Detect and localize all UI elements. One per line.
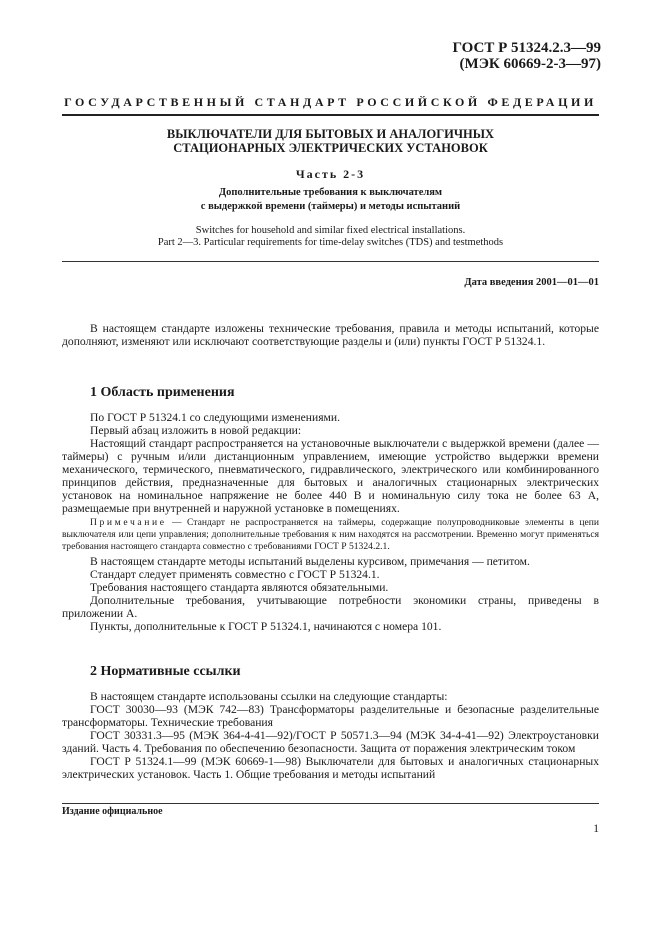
introduction-date: Дата введения 2001—01—01 — [464, 277, 599, 288]
section-1-paragraph: По ГОСТ Р 51324.1 со следующими изменениями. — [90, 411, 340, 424]
intro-paragraph: В настоящем стандарте изложены технические требования, правила и методы испытаний, которые дополняют, изменяют или исключают соответствующие разделы и (или) пункты ГОСТ Р 51324.1. — [62, 322, 599, 348]
section-2-paragraph: В настоящем стандарте использованы ссылки на следующие стандарты: — [90, 690, 448, 703]
section-2-reference: ГОСТ 30030—93 (МЭК 742—83) Трансформаторы разделительные и безопасные разделительные трансформаторы. Технические требования — [62, 703, 599, 729]
section-2-reference: ГОСТ 30331.3—95 (МЭК 364-4-41—92)/ГОСТ Р 50571.3—94 (МЭК 34-4-41—92) Электроустановки зданий. Часть 4. Требования по обеспечению безопасности. Защита от поражения электрическим током — [62, 729, 599, 755]
intro-paragraph-block — [62, 322, 599, 348]
section-2-body — [62, 690, 599, 781]
section-1-paragraph: Пункты, дополнительные к ГОСТ Р 51324.1, начинаются с номера 101. — [90, 620, 442, 633]
section-1-body — [62, 411, 599, 633]
note-label: Примечание — [90, 517, 167, 528]
gost-code: ГОСТ Р 51324.2.3—99 — [452, 40, 601, 56]
iec-code: (МЭК 60669-2-3—97) — [459, 56, 601, 72]
english-title — [62, 225, 599, 249]
english-title-line-2: Part 2—3. Particular requirements for time-delay switches (TDS) and testmethods — [157, 237, 504, 248]
footer-rule — [62, 803, 599, 804]
section-2-heading: 2 Нормативные ссылки — [90, 664, 241, 679]
header-rule — [62, 114, 599, 116]
gost-code-block — [452, 40, 601, 72]
section-1-paragraph: Стандарт следует применять совместно с ГОСТ Р 51324.1. — [90, 568, 380, 581]
document-title — [62, 127, 599, 155]
subtitle-line-2: с выдержкой времени (таймеры) и методы испытаний — [200, 201, 461, 212]
page-number: 1 — [593, 823, 599, 835]
section-1-paragraph: Дополнительные требования, учитывающие потребности экономики страны, приведены в приложении А. — [62, 594, 599, 620]
section-1-paragraph: Настоящий стандарт распространяется на установочные выключатели с выдержкой времени (далее — таймеры) с ручным и/или дистанционным управлением, имеющие устройство выдержки времени механического, термического, пневматического, гидравлического, электрического или комбинированного принципов действия, предназначенные для бытовых и аналогичных стационарных электрических установок на номинальное напряжение не более 440 В и номинальную силу тока не более 63 А, размещаемые при внутренней и наружной установке в помещениях. — [62, 437, 599, 515]
note-text: — Стандарт не распространяется на таймеры, содержащие полупроводниковые элементы в цепи выключателя или цепи управления; дополнительные требования к ним находятся на рассмотрении. Временно могут применяться требования настоящего стандарта совместно с требованиями ГОСТ Р 51324.2.1. — [62, 517, 599, 552]
state-standard-heading: ГОСУДАРСТВЕННЫЙ СТАНДАРТ РОССИЙСКОЙ ФЕДЕРАЦИИ — [64, 95, 597, 109]
section-1-paragraph: В настоящем стандарте методы испытаний выделены курсивом, примечания — петитом. — [90, 555, 530, 568]
document-subtitle — [62, 186, 599, 214]
section-2-reference: ГОСТ Р 51324.1—99 (МЭК 60669-1—98) Выключатели для бытовых и аналогичных стационарных электрических установок. Часть 1. Общие требования и методы испытаний — [62, 755, 599, 781]
section-1-note — [62, 517, 599, 553]
section-1-paragraph: Первый абзац изложить в новой редакции: — [90, 424, 302, 437]
title-line-2: СТАЦИОНАРНЫХ ЭЛЕКТРИЧЕСКИХ УСТАНОВОК — [173, 141, 488, 155]
subtitle-line-1: Дополнительные требования к выключателям — [218, 187, 443, 198]
part-number: Часть 2-3 — [295, 167, 366, 181]
section-1-heading: 1 Область применения — [90, 385, 235, 400]
english-title-line-1: Switches for household and similar fixed electrical installations. — [195, 225, 466, 236]
title-line-1: ВЫКЛЮЧАТЕЛИ ДЛЯ БЫТОВЫХ И АНАЛОГИЧНЫХ — [166, 127, 495, 141]
official-edition-label: Издание официальное — [62, 806, 163, 817]
section-1-paragraph: Требования настоящего стандарта являются обязательными. — [90, 581, 389, 594]
title-rule — [62, 261, 599, 262]
